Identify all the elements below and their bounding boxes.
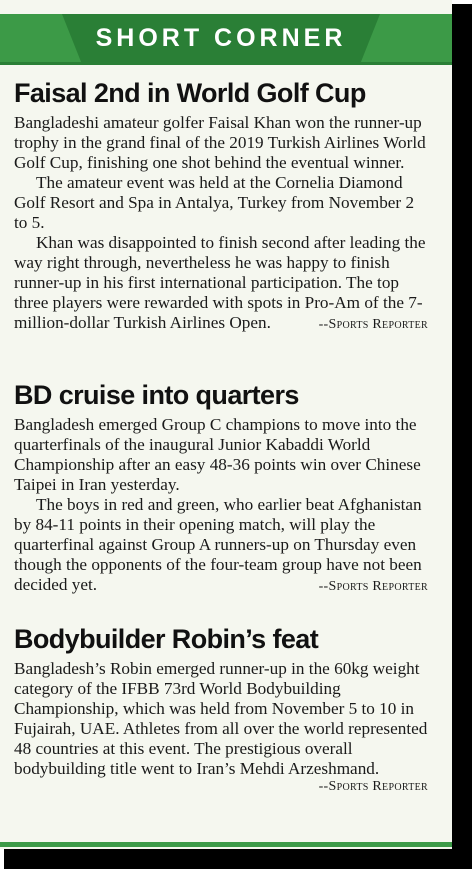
bottom-rule xyxy=(0,842,452,847)
story-bodybuilding xyxy=(14,623,428,795)
story-paragraph: Bangladesh emerged Group C champions to move into the quarterfinals of the inaugural Junior Kabaddi World Championship after an easy 48-36 points win over Chinese Taipei in Iran yesterday. xyxy=(14,415,421,494)
story-kabaddi xyxy=(14,379,428,595)
story-headline: Bodybuilder Robin’s feat xyxy=(14,624,319,654)
story-paragraph-text: Khan was disappointed to finish second after leading the way right through, nevertheless he was happy to finish runner-up in his first international participation. The top three players were rewarded with spots in Pro-Am of the 7-million-dollar Turkish Airlines Open. xyxy=(14,233,426,332)
story-paragraph: Bangladesh’s Robin emerged runner-up in the 60kg weight category of the IFBB 73rd World Bodybuilding Championship, which was held from November 5 to 10 in Fujairah, UAE. Athletes from all over the world represented 48 countries at this event. The prestigious overall bodybuilding title went to Iran’s Mehdi Arzeshmand. xyxy=(14,659,428,778)
story-golf xyxy=(14,77,428,333)
byline: --Sports Reporter xyxy=(318,579,428,594)
story-paragraph: The amateur event was held at the Cornelia Diamond Golf Resort and Spa in Antalya, Turkey from November 2 to 5. xyxy=(14,173,415,232)
drop-shadow-right xyxy=(452,4,472,869)
story-headline: BD cruise into quarters xyxy=(14,380,299,410)
story-paragraph-text: The boys in red and green, who earlier beat Afghanistan by 84-11 points in their opening match, will play the quarterfinal against Group A runners-up on Thursday even though the opponents of the four-team group have not been decided yet. xyxy=(14,495,422,594)
story-headline: Faisal 2nd in World Golf Cup xyxy=(14,78,366,108)
drop-shadow-bottom xyxy=(4,849,472,869)
byline: --Sports Reporter xyxy=(318,317,428,332)
banner-underline xyxy=(0,62,452,65)
story-paragraph: Bangladeshi amateur golfer Faisal Khan won the runner-up trophy in the grand final of the 2019 Turkish Airlines World Golf Cup, finishing one shot behind the eventual winner. xyxy=(14,113,426,172)
section-title: SHORT CORNER xyxy=(95,24,347,52)
story-paragraph xyxy=(14,495,428,595)
byline: --Sports Reporter xyxy=(318,779,428,794)
story-paragraph xyxy=(14,233,428,333)
